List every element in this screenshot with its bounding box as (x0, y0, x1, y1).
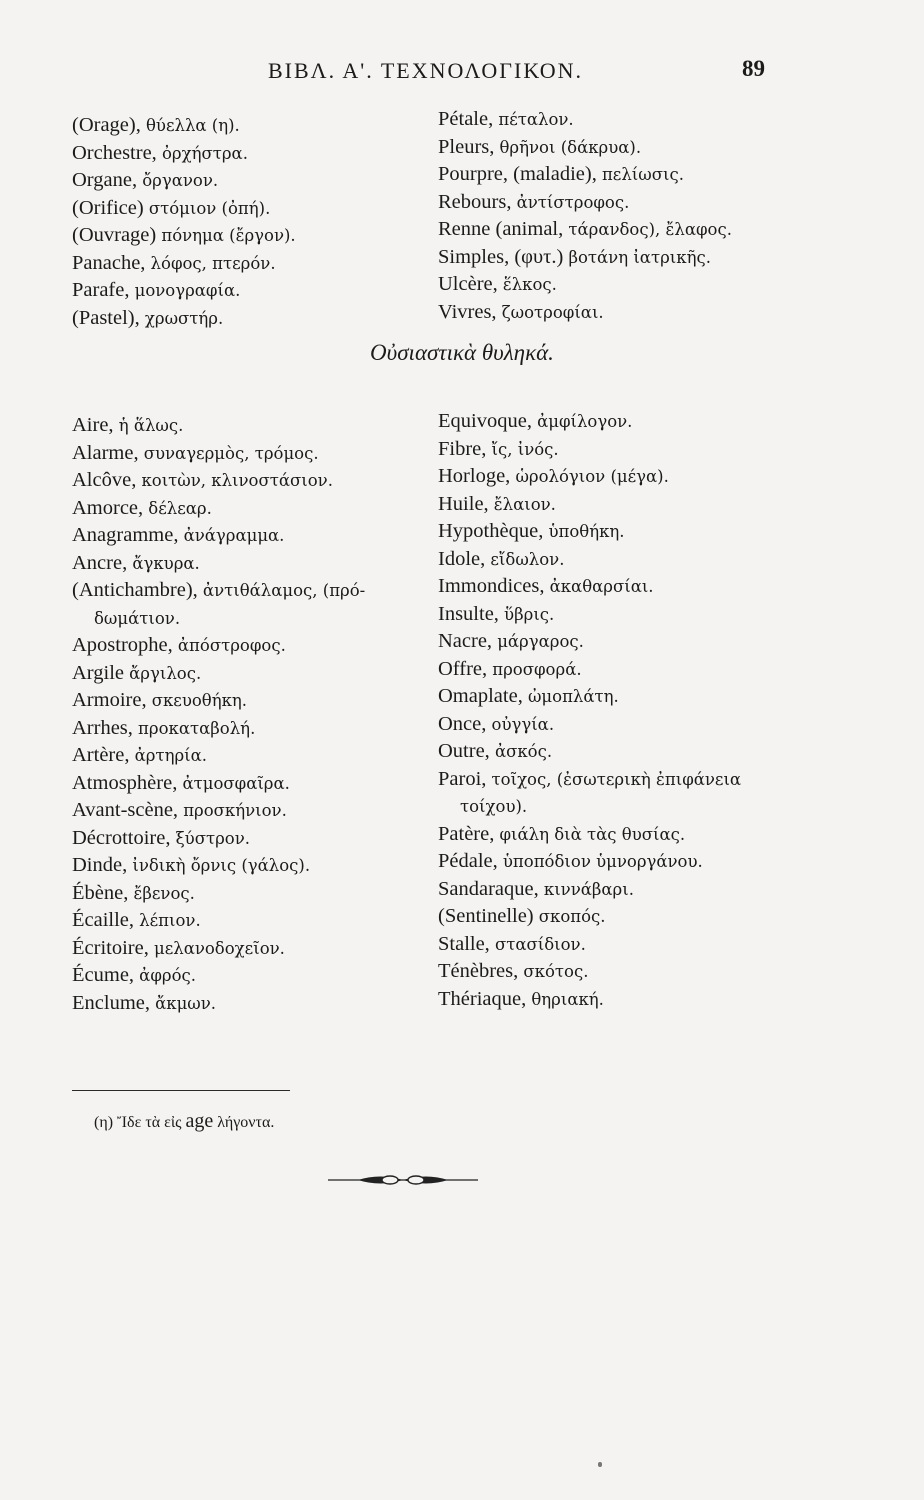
entry-french-term: Organe, (72, 169, 138, 191)
entry-french-term: Pédale, (438, 850, 498, 872)
entry-row (72, 305, 432, 333)
section-heading: Οὐσιαστικὰ θυληκά. (370, 340, 554, 365)
entry-greek-gloss: ἀμφίλογον. (537, 412, 633, 431)
entry-french-term: Pétale, (438, 108, 494, 130)
entry-french-term: Argile (72, 661, 125, 684)
entry-row (438, 106, 798, 134)
ink-speck (598, 1462, 602, 1467)
entry-french-term: Avant-scène, (72, 799, 179, 821)
entry-row (72, 440, 432, 468)
entry-french-term: Hypothèque, (438, 520, 544, 542)
entry-row (72, 797, 432, 825)
entry-row (72, 907, 432, 935)
entry-french-term: Vivres, (438, 300, 497, 323)
entry-greek-gloss: ἔβενος. (133, 883, 195, 903)
section2-right-column (438, 408, 798, 1013)
entry-greek-gloss: ἡ ἅλως. (118, 416, 184, 435)
entry-greek-gloss: ἀκαθαρσίαι. (549, 577, 654, 596)
entry-row (438, 656, 798, 684)
entry-greek-gloss: κοιτὼν, κλινοστάσιον. (141, 471, 333, 490)
entry-french-term: Atmosphère, (72, 771, 178, 794)
entry-french-term: Huile, (438, 492, 489, 515)
entry-row (438, 931, 798, 959)
entry-french-term: (Sentinelle) (438, 905, 534, 927)
entry-french-term: Immondices, (438, 575, 545, 597)
entry-row (72, 825, 432, 853)
entry-greek-gloss: χρωστήρ. (144, 308, 224, 328)
entry-french-term: Ancre, (72, 551, 128, 574)
running-head (0, 58, 924, 92)
section1-right-column (438, 106, 798, 326)
tailpiece-ornament-icon (328, 1170, 478, 1190)
entry-french-term: Once, (438, 712, 487, 735)
entry-french-term: Arrhes, (72, 716, 133, 739)
entry-greek-gloss: σκότος. (523, 962, 589, 981)
entry-french-term: Orchestre, (72, 141, 157, 164)
entry-french-term: Amorce, (72, 496, 144, 519)
entry-row (72, 467, 432, 495)
entry-french-term: Horloge, (438, 465, 511, 487)
entry-french-term: Outre, (438, 740, 490, 762)
entry-greek-gloss: ἀντιθάλαμος, (πρό- (202, 581, 366, 600)
entry-french-term: Idole, (438, 547, 486, 570)
entry-row (438, 793, 798, 821)
entry-row (72, 715, 432, 743)
entry-row (72, 112, 432, 140)
entry-french-term: Pleurs, (438, 135, 495, 158)
entry-french-term: Écritoire, (72, 936, 149, 959)
entry-greek-gloss: προσφορά. (492, 659, 582, 679)
entry-greek-gloss: συναγερμὸς, τρόμος. (143, 443, 319, 463)
entry-row (72, 770, 432, 798)
entry-row (72, 195, 432, 223)
entry-greek-gloss: μονογραφία. (134, 281, 241, 300)
entry-greek-gloss: ἰνδικὴ ὄρνις (γάλος). (132, 856, 311, 875)
entry-greek-gloss: ἀφρός. (139, 966, 196, 985)
entry-greek-gloss: ζωοτροφίαι. (501, 302, 604, 322)
entry-greek-gloss: στόμιον (ὀπή). (148, 198, 271, 218)
entry-row (72, 935, 432, 963)
entry-row (72, 687, 432, 715)
entry-row (72, 742, 432, 770)
entry-greek-gloss: δέλεαρ. (148, 498, 212, 518)
entry-french-term: Aire, (72, 414, 114, 436)
entry-greek-gloss: ἴς, ἰνός. (491, 439, 559, 459)
entry-french-term: Ulcère, (438, 273, 498, 295)
entry-row (72, 550, 432, 578)
entry-row (72, 660, 432, 688)
entry-greek-gloss: ὕβρις. (504, 604, 555, 624)
entry-french-term: Sandaraque, (438, 877, 539, 900)
entry-row (72, 495, 432, 523)
entry-french-term: (Orage), (72, 114, 141, 136)
entry-row (438, 573, 798, 601)
entry-greek-gloss: ἄγκυρα. (132, 553, 200, 573)
entry-greek-gloss: ὡρολόγιον (μέγα). (515, 467, 669, 486)
entry-row (438, 546, 798, 574)
entry-row (438, 958, 798, 986)
entry-row (438, 518, 798, 546)
entry-row (438, 271, 798, 299)
entry-row (72, 962, 432, 990)
entry-greek-gloss: ἀντίστροφος. (516, 192, 630, 212)
entry-greek-gloss: στασίδιον. (494, 934, 586, 954)
entry-greek-gloss: κιννάβαρι. (543, 879, 634, 899)
footnote-rule (72, 1090, 290, 1091)
entry-greek-gloss: σκευοθήκη. (151, 691, 248, 710)
entry-row (438, 244, 798, 272)
entry-french-term: Nacre, (438, 630, 493, 652)
entry-french-term: Écume, (72, 964, 135, 986)
entry-row (72, 167, 432, 195)
entry-greek-gloss: ἀτμοσφαῖρα. (182, 773, 290, 793)
section2-left-column (72, 412, 432, 1017)
entry-greek-gloss: μελανοδοχεῖον. (153, 938, 285, 958)
entry-row (438, 216, 798, 244)
entry-greek-gloss: πόνημα (ἔργον). (161, 226, 296, 245)
entry-row (438, 821, 798, 849)
entry-french-term: Thériaque, (438, 987, 527, 1010)
entry-row (438, 711, 798, 739)
entry-greek-gloss: ἀσκός. (494, 742, 553, 761)
entry-french-term: Simples, (φυτ.) (438, 245, 564, 268)
entry-french-term: Patère, (438, 822, 495, 845)
entry-greek-gloss: οὐγγία. (491, 714, 555, 734)
entry-french-term: Écaille, (72, 909, 135, 931)
entry-row (438, 161, 798, 189)
entry-greek-gloss: δωμάτιον. (94, 608, 181, 628)
entry-french-term: Equivoque, (438, 410, 532, 432)
entry-french-term: Offre, (438, 657, 488, 680)
entry-french-term: Paroi, (438, 767, 487, 790)
entry-row (72, 880, 432, 908)
entry-french-term: Rebours, (438, 190, 512, 213)
entry-greek-gloss: μάργαρος. (497, 632, 584, 651)
entry-greek-gloss: λόφος, πτερόν. (150, 253, 276, 273)
entry-french-term: Stalle, (438, 932, 490, 955)
entry-french-term: Panache, (72, 251, 146, 274)
entry-row (438, 463, 798, 491)
entry-french-term: Fibre, (438, 437, 487, 460)
entry-row (438, 683, 798, 711)
entry-row (72, 852, 432, 880)
entry-greek-gloss: θρῆνοι (δάκρυα). (499, 137, 642, 157)
entry-row (438, 848, 798, 876)
entry-greek-gloss: πέταλον. (498, 110, 574, 129)
footnote-text: Ἴδε τὰ εἰς (117, 1114, 182, 1131)
entry-greek-gloss: προσκήνιον. (183, 801, 287, 820)
entry-row (72, 632, 432, 660)
entry-row (438, 189, 798, 217)
entry-row (438, 134, 798, 162)
entry-greek-gloss: λέπιον. (139, 911, 201, 930)
entry-row (438, 628, 798, 656)
entry-greek-gloss: ὑποθήκη. (548, 522, 625, 541)
entry-french-term: Artère, (72, 744, 130, 766)
entry-greek-gloss: ἀπόστροφος. (177, 636, 286, 655)
entry-greek-gloss: εἴδωλον. (490, 549, 565, 569)
entry-greek-gloss: θύελλα (η). (145, 116, 240, 135)
entry-french-term: Ébène, (72, 881, 129, 904)
entry-greek-gloss: βοτάνη ἰατρικῆς. (568, 247, 711, 267)
entry-greek-gloss: τοῖχος, (ἐσωτερικὴ ἐπιφάνεια (491, 769, 742, 789)
entry-french-term: (Ouvrage) (72, 224, 157, 246)
entry-greek-gloss: σκοπός. (538, 907, 606, 926)
entry-row (72, 990, 432, 1018)
entry-greek-gloss: θηριακή. (531, 989, 604, 1009)
entry-greek-gloss: ἕλκος. (502, 275, 557, 294)
entry-row (72, 140, 432, 168)
entry-row (438, 491, 798, 519)
entry-french-term: Alcôve, (72, 469, 137, 491)
footnote-term: age (185, 1110, 214, 1132)
entry-french-term: Apostrophe, (72, 634, 173, 656)
entry-greek-gloss: πελίωσις. (601, 165, 684, 184)
entry-row (438, 738, 798, 766)
entry-greek-gloss: ὄργανον. (142, 171, 219, 190)
entry-greek-gloss: ὠμοπλάτη. (527, 687, 619, 706)
entry-greek-gloss: φιάλη διὰ τὰς θυσίας. (499, 824, 686, 844)
entry-row (438, 986, 798, 1014)
entry-french-term: Enclume, (72, 991, 150, 1014)
entry-row (438, 436, 798, 464)
entry-greek-gloss: ὑποπόδιον ὑμνοργάνου. (502, 852, 703, 871)
entry-row (72, 412, 432, 440)
entry-french-term: Dinde, (72, 854, 128, 876)
footnote-tail: λήγοντα. (217, 1114, 275, 1131)
entry-french-term: Insulte, (438, 602, 499, 625)
entry-french-term: Décrottoire, (72, 826, 171, 849)
entry-row (72, 250, 432, 278)
entry-row (438, 766, 798, 794)
entry-french-term: Renne (animal, (438, 218, 564, 240)
entry-french-term: (Antichambre), (72, 579, 198, 601)
entry-row (438, 408, 798, 436)
section1-left-column (72, 112, 432, 332)
page-number: 89 (742, 56, 765, 81)
entry-french-term: (Orifice) (72, 196, 144, 219)
entry-greek-gloss: προκαταβολή. (138, 718, 256, 738)
entry-greek-gloss: ἀνάγραμμα. (183, 526, 285, 545)
entry-french-term: Ténèbres, (438, 960, 519, 982)
entry-row (72, 277, 432, 305)
entry-french-term: Pourpre, (maladie), (438, 163, 597, 185)
entry-row (72, 222, 432, 250)
entry-row (438, 876, 798, 904)
footnote-marker: (η) (94, 1114, 114, 1131)
entry-row (438, 299, 798, 327)
footnote (94, 1110, 274, 1133)
entry-greek-gloss: ἄργιλος. (129, 663, 202, 683)
entry-row (72, 577, 432, 605)
entry-greek-gloss: ἀρτηρία. (134, 746, 208, 765)
entry-greek-gloss: ἔλαιον. (493, 494, 556, 514)
entry-row (438, 903, 798, 931)
entry-row (72, 522, 432, 550)
entry-row (438, 601, 798, 629)
entry-french-term: Omaplate, (438, 685, 523, 707)
entry-french-term: Armoire, (72, 689, 147, 711)
entry-french-term: (Pastel), (72, 306, 140, 329)
entry-greek-gloss: ξύστρον. (175, 828, 251, 848)
entry-greek-gloss: ἄκμων. (155, 993, 217, 1013)
entry-row (72, 605, 432, 633)
entry-french-term: Parafe, (72, 279, 130, 301)
entry-french-term: Alarme, (72, 441, 139, 464)
entry-greek-gloss: τάρανδος), ἔλαφος. (568, 220, 732, 239)
entry-greek-gloss: τοίχου). (460, 797, 528, 816)
entry-french-term: Anagramme, (72, 524, 179, 546)
running-title: BIBΛ. Α'. ΤΕΧΝΟΛΟΓΙΚΟΝ. (268, 58, 583, 83)
entry-greek-gloss: ὀρχήστρα. (161, 143, 248, 163)
